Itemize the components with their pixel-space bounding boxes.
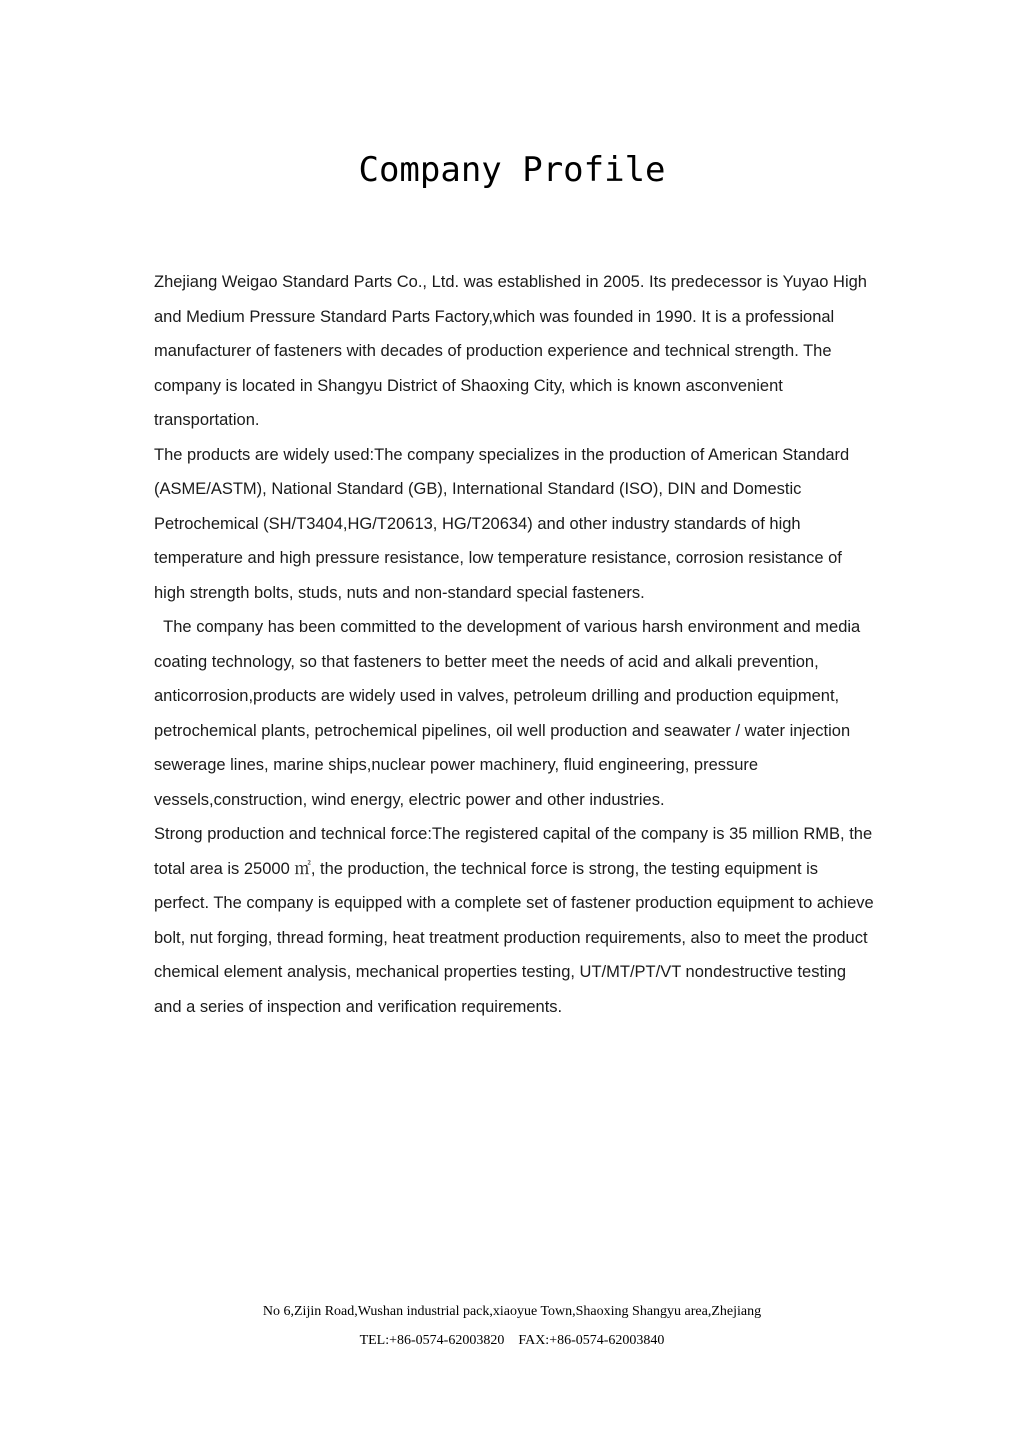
page-footer: [0, 1297, 1024, 1355]
paragraph-production-force: Strong production and technical force:The registered capital of the company is 35 million RMB, the total area is 25000 ㎡, the production, the technical force is strong, the testing equipment is perfect. The company is equipped with a complete set of fastener production equipment to achieve bolt, nut forging, thread forming, heat treatment production requirements, also to meet the product chemical element analysis, mechanical properties testing, UT/MT/PT/VT nondestructive testing and a series of inspection and verification requirements.: [154, 825, 874, 1016]
paragraph-products: The products are widely used:The company specializes in the production of American Standard (ASME/ASTM), National Standard (GB), International Standard (ISO), DIN and Domestic Petrochemical (SH/T3404,HG/T20613, HG/T20634) and other industry standards of high temperature and high pressure resistance, low temperature resistance, corrosion resistance of high strength bolts, studs, nuts and non-standard special fasteners.: [154, 445, 850, 602]
document-body: [154, 265, 874, 1024]
footer-fax: FAX:+86-0574-62003840: [518, 1333, 665, 1348]
footer-contact: [0, 1326, 1024, 1355]
paragraph-coating-technology: The company has been committed to the development of various harsh environment and media coating technology, so that fasteners to better meet the needs of acid and alkali prevention, anticorrosion,products are widely used in valves, petroleum drilling and production equipment, petrochemical plants, petrochemical pipelines, oil well production and seawater / water injection sewerage lines, marine ships,nuclear power machinery, fluid engineering, pressure vessels,construction, wind energy, electric power and other industries.: [154, 618, 865, 809]
page-title: Company Profile: [358, 150, 666, 190]
footer-address: No 6,Zijin Road,Wushan industrial pack,xiaoyue Town,Shaoxing Shangyu area,Zhejiang: [262, 1304, 762, 1319]
paragraph-company-history: Zhejiang Weigao Standard Parts Co., Ltd. was established in 2005. Its predecessor is Yuyao High and Medium Pressure Standard Parts Factory,which was founded in 1990. It is a professional manufacturer of fasteners with decades of production experience and technical strength. The company is located in Shangyu District of Shaoxing City, which is known asconvenient transportation.: [154, 273, 867, 429]
footer-tel: TEL:+86-0574-62003820: [359, 1333, 505, 1348]
